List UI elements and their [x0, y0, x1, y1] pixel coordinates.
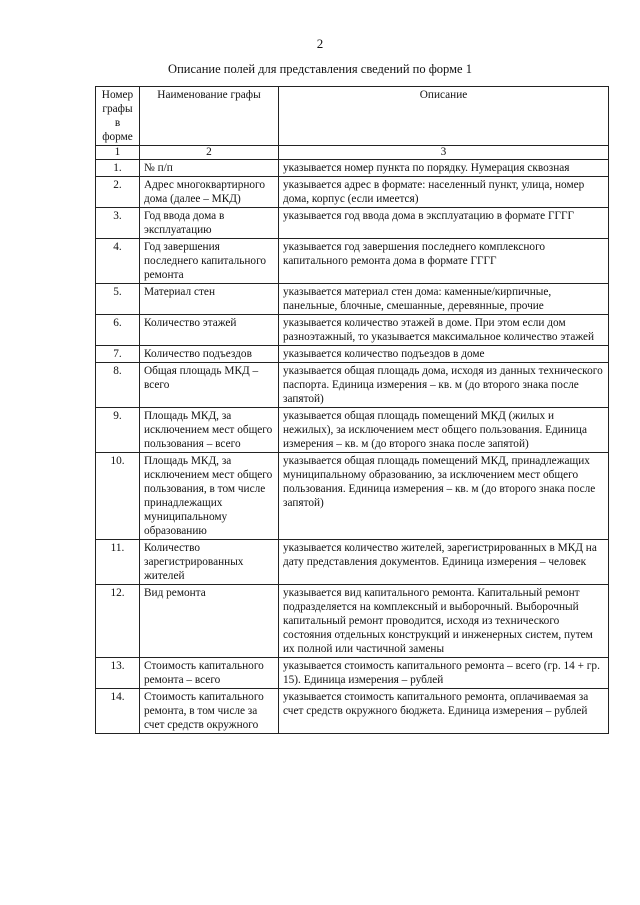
row-number: 11.: [96, 540, 140, 585]
table-row: [96, 239, 609, 284]
document-title: Описание полей для представления сведений по форме 1: [168, 62, 472, 76]
table-row: [96, 208, 609, 239]
row-number: 10.: [96, 453, 140, 540]
table-row: [96, 346, 609, 363]
row-number: 12.: [96, 585, 140, 658]
field-description: указывается общая площадь помещений МКД (жилых и нежилых), за исключением мест общего пользования. Единица измерения – кв. м (до второго знака после запятой): [279, 408, 609, 453]
field-description: указывается количество жителей, зарегистрированных в МКД на дату представления документов. Единица измерения – человек: [279, 540, 609, 585]
table-row: [96, 540, 609, 585]
table-body: [96, 160, 609, 734]
table-row: [96, 284, 609, 315]
field-name: № п/п: [140, 160, 279, 177]
header-description: Описание: [279, 87, 609, 146]
field-name: Стоимость капитального ремонта – всего: [140, 658, 279, 689]
column-number: 1: [96, 146, 140, 160]
fields-table: [95, 86, 609, 734]
field-name: Площадь МКД, за исключением мест общего пользования, в том числе принадлежащих муниципальному образованию: [140, 453, 279, 540]
field-name: Адрес многоквартирного дома (далее – МКД): [140, 177, 279, 208]
field-description: указывается год ввода дома в эксплуатацию в формате ГГГГ: [279, 208, 609, 239]
field-description: указывается количество подъездов в доме: [279, 346, 609, 363]
field-description: указывается номер пункта по порядку. Нумерация сквозная: [279, 160, 609, 177]
field-name: Количество этажей: [140, 315, 279, 346]
table-row: [96, 658, 609, 689]
field-description: указывается общая площадь помещений МКД, принадлежащих муниципальному образованию, за исключением мест общего пользования. Единица измерения – кв. м (до второго знака после запятой): [279, 453, 609, 540]
row-number: 5.: [96, 284, 140, 315]
field-name: Количество зарегистрированных жителей: [140, 540, 279, 585]
column-number: 3: [279, 146, 609, 160]
page-number: 2: [316, 36, 324, 51]
field-description: указывается вид капитального ремонта. Капитальный ремонт подразделяется на комплексный и выборочный. Выборочный капитальный ремонт проводится, исходя из технического состояния отдельных конструкций и инженерных систем, путем их полной или частичной замены: [279, 585, 609, 658]
row-number: 14.: [96, 689, 140, 734]
table-row: [96, 408, 609, 453]
table-header-row: [96, 87, 609, 146]
field-description: указывается количество этажей в доме. При этом если дом разноэтажный, то указывается максимальное количество этажей: [279, 315, 609, 346]
field-name: Количество подъездов: [140, 346, 279, 363]
row-number: 9.: [96, 408, 140, 453]
column-numbering-row: [96, 146, 609, 160]
header-field-number: Номер графы в форме: [96, 87, 140, 146]
field-name: Год ввода дома в эксплуатацию: [140, 208, 279, 239]
header-field-name: Наименование графы: [140, 87, 279, 146]
field-description: указывается общая площадь дома, исходя из данных технического паспорта. Единица измерения – кв. м (до второго знака после запятой): [279, 363, 609, 408]
field-name: Год завершения последнего капитального ремонта: [140, 239, 279, 284]
row-number: 4.: [96, 239, 140, 284]
row-number: 6.: [96, 315, 140, 346]
table-row: [96, 689, 609, 734]
field-description: указывается год завершения последнего комплексного капитального ремонта дома в формате ГГГГ: [279, 239, 609, 284]
field-description: указывается материал стен дома: каменные/кирпичные, панельные, блочные, смешанные, деревянные, прочие: [279, 284, 609, 315]
field-description: указывается стоимость капитального ремонта, оплачиваемая за счет средств окружного бюджета. Единица измерения – рублей: [279, 689, 609, 734]
table-row: [96, 177, 609, 208]
row-number: 8.: [96, 363, 140, 408]
field-name: Материал стен: [140, 284, 279, 315]
field-name: Стоимость капитального ремонта, в том числе за счет средств окружного: [140, 689, 279, 734]
row-number: 2.: [96, 177, 140, 208]
table-row: [96, 585, 609, 658]
row-number: 7.: [96, 346, 140, 363]
field-name: Площадь МКД, за исключением мест общего пользования – всего: [140, 408, 279, 453]
field-description: указывается адрес в формате: населенный пункт, улица, номер дома, корпус (если имеется): [279, 177, 609, 208]
field-description: указывается стоимость капитального ремонта – всего (гр. 14 + гр. 15). Единица измерения – рублей: [279, 658, 609, 689]
field-name: Вид ремонта: [140, 585, 279, 658]
row-number: 13.: [96, 658, 140, 689]
column-number: 2: [140, 146, 279, 160]
field-name: Общая площадь МКД – всего: [140, 363, 279, 408]
table-row: [96, 453, 609, 540]
table-row: [96, 363, 609, 408]
table-row: [96, 315, 609, 346]
row-number: 1.: [96, 160, 140, 177]
table-row: [96, 160, 609, 177]
row-number: 3.: [96, 208, 140, 239]
